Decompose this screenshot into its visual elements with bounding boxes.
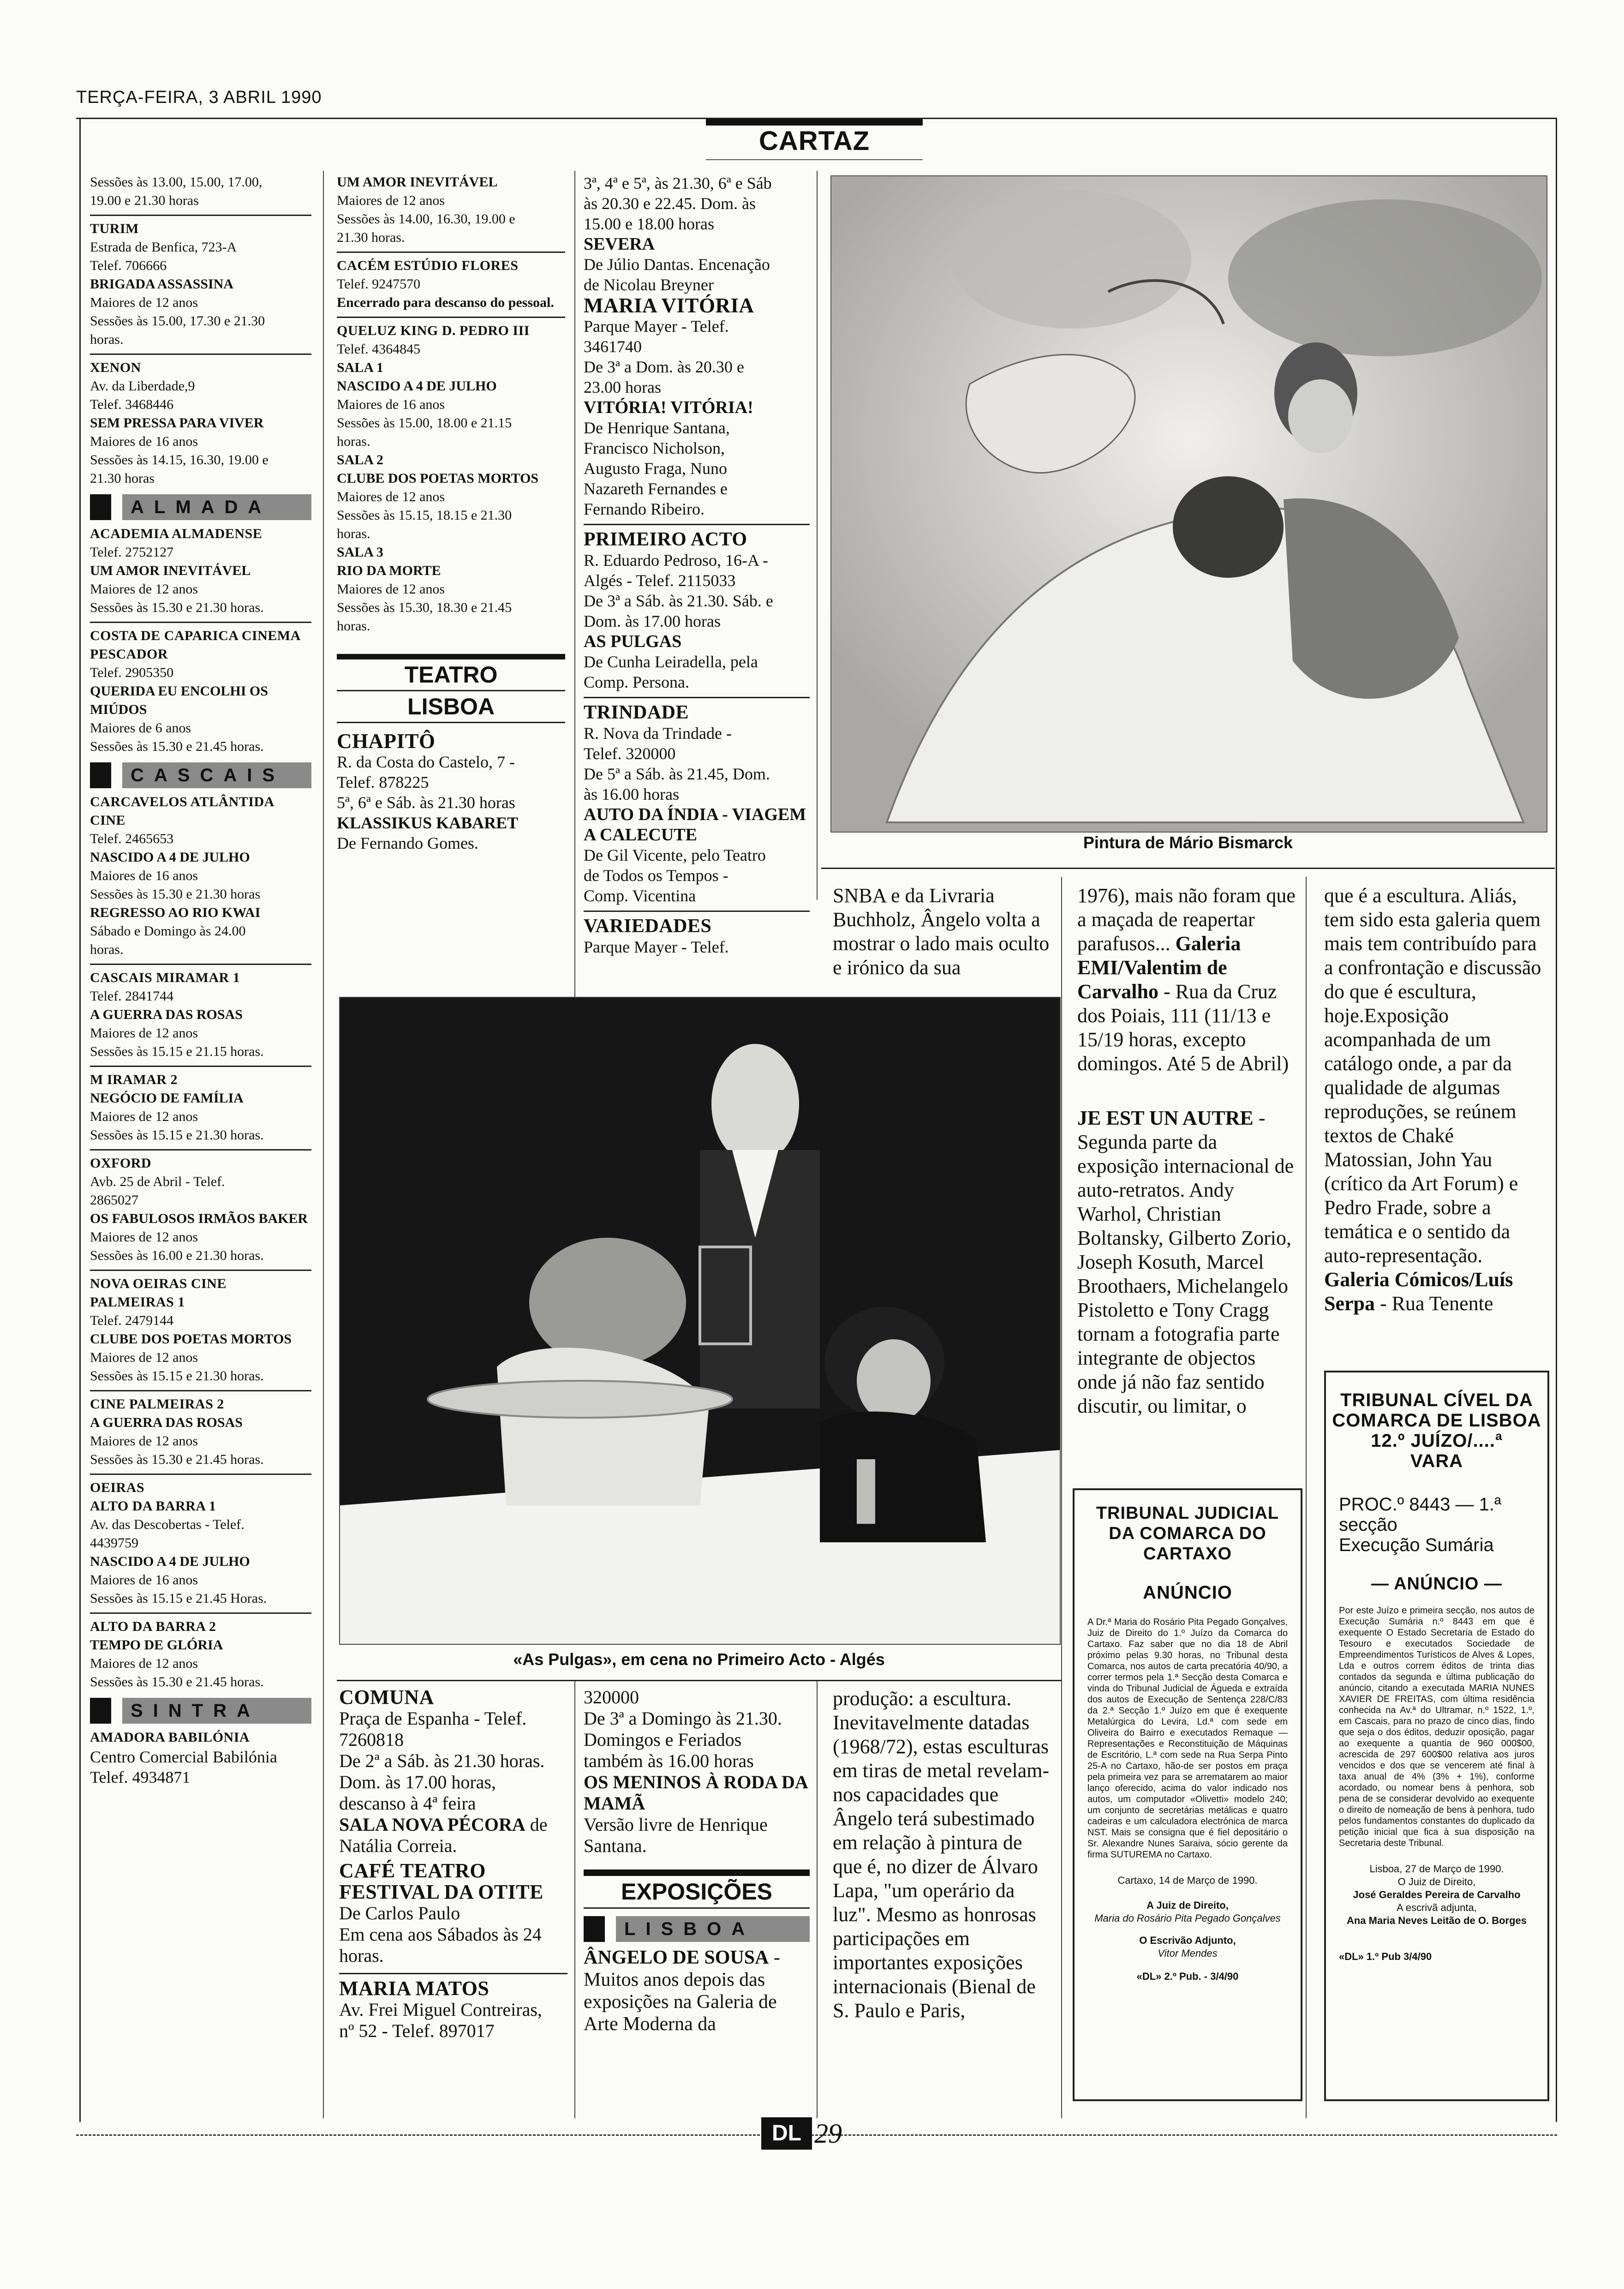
rating: Maiores de 12 anos [337, 581, 445, 597]
venue-name: CACÉM ESTÚDIO FLORES [337, 258, 519, 273]
rating: Maiores de 12 anos [337, 193, 445, 208]
sessions: descanso à 4ª feira [339, 1793, 476, 1814]
sessions: Sábado e Domingo às 24.00 [90, 923, 246, 939]
sessions: horas. [339, 1945, 384, 1966]
play-title: OS MENINOS À RODA DA MAMÃ [584, 1772, 807, 1814]
sessions: Sessões às 15.15, 18.15 e 21.30 [337, 508, 512, 523]
listing-altobarra2 [90, 1612, 311, 1691]
notice-signature: Vitor Mendes [1158, 1947, 1218, 1959]
sessions: Sessões às 14.15, 16.30, 19.00 e [90, 452, 269, 467]
sessions: horas. [337, 618, 370, 634]
region-label: LISBOA [616, 1916, 810, 1942]
credit: de Todos os Tempos - [584, 866, 728, 885]
sessions: 23.00 horas [584, 378, 661, 396]
sessions: horas. [90, 942, 124, 957]
listing-top [90, 173, 311, 210]
exposicoes-heading: EXPOSIÇÕES [621, 1879, 772, 1905]
credit: Francisco Nicholson, [584, 439, 725, 457]
notice-process: PROC.º 8443 — 1.ª [1339, 1494, 1501, 1515]
article-text: 1976), mais não foram que a maçada de reapertar parafusos... [1077, 884, 1296, 955]
section-title: CARTAZ [758, 126, 870, 156]
notice-process: Execução Sumária [1339, 1535, 1494, 1555]
address: Centro Comercial Babilónia [90, 1748, 277, 1766]
phone: 320000 [584, 1687, 639, 1708]
sessions: Sessões às 15.30 e 21.45 horas. [90, 1452, 264, 1467]
venue-name: QUELUZ KING D. PEDRO III [337, 323, 530, 338]
notice-heading: ANÚNCIO [1143, 1582, 1232, 1603]
listing-academia [90, 525, 311, 617]
col-divider-2 [574, 171, 575, 997]
article-text: - Rua da Cruz dos Poiais, 111 (11/13 e 15/19 horas, excepto domingos. Até 5 de Abril) [1077, 980, 1289, 1075]
region-marker [90, 494, 111, 520]
sessions: às 16.00 horas [584, 785, 679, 803]
film-title: SEM PRESSA PARA VIVER [90, 415, 264, 431]
phone: 3461740 [584, 337, 642, 356]
listing-palmeiras2 [90, 1390, 311, 1469]
address: Av. da Liberdade,9 [90, 378, 195, 394]
notice-signature: Ana Maria Neves Leitão de O. Borges [1346, 1915, 1527, 1926]
play-title: KLASSIKUS KABARET [337, 814, 519, 832]
credit: De Henrique Santana, [584, 419, 730, 437]
address: Parque Mayer - Telef. [584, 938, 729, 956]
region-marker [90, 1698, 111, 1724]
painting-bottom-rule [821, 868, 1555, 869]
film-title: A GUERRA DAS ROSAS [90, 1415, 243, 1430]
left-frame [79, 119, 81, 2122]
notice-title: TRIBUNAL JUDICIAL [1096, 1504, 1279, 1523]
film-title: CLUBE DOS POETAS MORTOS [337, 471, 539, 486]
exhibition-title: JE EST UN AUTRE [1077, 1107, 1254, 1129]
sessions: Domingos e Feriados [584, 1729, 742, 1750]
region-cascais [90, 762, 311, 788]
rating: Maiores de 12 anos [90, 1350, 198, 1365]
legal-notice-lisboa [1324, 1371, 1549, 2101]
sessions: De 3ª a Domingo às 21.30. [584, 1708, 782, 1729]
teatro-heading: TEATRO [404, 662, 498, 688]
address: R. da Costa do Castelo, 7 - [337, 753, 515, 771]
notice-title: 12.º JUÍZO/....ª [1371, 1431, 1503, 1451]
venue-name: ACADEMIA ALMADENSE [90, 526, 263, 541]
painting-caption: Pintura de Mário Bismarck [1083, 833, 1293, 852]
venue-name: TURIM [90, 221, 139, 236]
film-title: RIO DA MORTE [337, 563, 441, 578]
sessions: 21.30 horas [90, 471, 155, 486]
phone: Telef. 2905350 [90, 665, 174, 680]
article-text: - Rua Tenente [1375, 1292, 1493, 1315]
article-col-3 [1324, 884, 1546, 1316]
phone: Algés - Telef. 2115033 [584, 571, 736, 590]
phone: Telef. 2479144 [90, 1313, 174, 1328]
venue-name: OEIRAS [90, 1480, 145, 1495]
sessions: Sessões às 15.15 e 21.30 horas. [90, 1368, 264, 1384]
sessions: horas. [90, 332, 124, 347]
col-divider-5 [1306, 877, 1307, 2118]
address: Parque Mayer - Telef. [584, 317, 729, 336]
sessions: De 5ª a Sáb. às 21.45, Dom. [584, 765, 770, 783]
film-title: NASCIDO A 4 DE JULHO [90, 850, 250, 865]
venue-name: CHAPITÔ [337, 730, 436, 753]
col-divider-4 [1061, 877, 1062, 2118]
sessions: De 3ª a Dom. às 20.30 e [584, 358, 744, 376]
phone: Telef. 2752127 [90, 545, 174, 560]
credit: Nazareth Fernandes e [584, 479, 728, 498]
sessions: Sessões às 15.00, 17.30 e 21.30 [90, 313, 265, 329]
phone: Telef. 9247570 [337, 276, 421, 292]
venue-name: COSTA DE CAPARICA CINEMA PESCADOR [90, 628, 300, 662]
theatre-photo [339, 997, 1061, 1645]
col-divider-3b [817, 1680, 818, 2118]
venue-name: XENON [90, 360, 141, 375]
credit: Augusto Fraga, Nuno [584, 459, 727, 478]
theatre-photo-illustration [340, 998, 1060, 1644]
phone: Telef. 3468446 [90, 397, 174, 412]
rating: Maiores de 16 anos [90, 1572, 198, 1588]
sessions: Sessões às 15.15 e 21.15 horas. [90, 1044, 264, 1059]
rating: Maiores de 12 anos [90, 1025, 198, 1041]
article-text: que é a escultura. Aliás, tem sido esta galeria quem mais tem contribuído para a confrontação e discussão do que é escultura, hoje.Exposição acompanhada de um catálogo onde, a par da qualidade de algumas reproduções, se reúnem textos de Chaké Matossian, John Yau (crítico da Art Forum) e Pedro Frade, sobre a temática e o sentido da auto-representação. [1324, 884, 1541, 1267]
sessions: Sessões às 15.30 e 21.45 horas. [90, 739, 264, 754]
phone: Telef. 878225 [337, 773, 429, 791]
gallery-name: Galeria EMI/Valentim de Carvalho [1077, 932, 1241, 1003]
phone: Telef. 320000 [584, 744, 676, 763]
listing-oeiras [90, 1474, 311, 1608]
col-divider-3 [817, 171, 818, 900]
film-title: REGRESSO AO RIO KWAI [90, 905, 261, 920]
expo-col [584, 1687, 810, 2035]
notice-signature: A Juiz de Direito, [1146, 1900, 1229, 1911]
address: Praça de Espanha - Telef. [339, 1708, 527, 1729]
film-title: NASCIDO A 4 DE JULHO [337, 378, 497, 394]
sessions: De 2ª a Sáb. às 21.30 horas. [339, 1750, 545, 1771]
region-sintra [90, 1698, 311, 1724]
film-title: NASCIDO A 4 DE JULHO [90, 1554, 250, 1569]
play-title: VITÓRIA! VITÓRIA! [584, 398, 753, 417]
notice-process: secção [1339, 1515, 1397, 1535]
photo-caption: «As Pulgas», em cena no Primeiro Acto - Algés [513, 1650, 885, 1669]
article-text: - Segunda parte da exposição internacional de auto-retratos. Andy Warhol, Christian Boltansky, Gilberto Zorio, Joseph Kosuth, Marcel Broothaers, Michelangelo Pistoletto e Tony Cragg tornam a fotografia parte integrante de objectos onde já não faz sentido discutir, ou limitar, o [1077, 1107, 1294, 1417]
notice-date: Cartaxo, 14 de Março de 1990. [1117, 1875, 1258, 1886]
listing-costa [90, 622, 311, 756]
venue-name: OXFORD [90, 1156, 151, 1171]
sessions: Sessões às 15.30 e 21.45 horas. [90, 1674, 264, 1690]
expo-bar [584, 1870, 810, 1876]
credit: Comp. Persona. [584, 673, 689, 691]
listing-miramar1 [90, 964, 311, 1061]
sessions: 5ª, 6ª e Sáb. às 21.30 horas [337, 793, 515, 812]
credit: De Cunha Leiradella, pela [584, 653, 758, 671]
film-title: OS FABULOSOS IRMÃOS BAKER [90, 1211, 308, 1226]
rating: Maiores de 12 anos [337, 489, 445, 504]
text-line: às 20.30 e 22.45. Dom. às [584, 194, 756, 213]
sessions: De 3ª a Sáb. às 21.30. Sáb. e [584, 592, 773, 610]
phone: nº 52 - Telef. 897017 [339, 2020, 495, 2041]
article-col-1 [833, 884, 1054, 980]
text-line: Sessões às 13.00, 15.00, 17.00, [90, 174, 263, 190]
legal-notice-cartaxo [1073, 1488, 1302, 2101]
article-text: produção: a escultura. Inevitavelmente datadas (1968/72), estas esculturas em tiras de metal revelam-nos capacidades que Ângelo terá subestimado em relação à pintura de que é, no dizer de Álvaro Lapa, "um operário da luz". Mesmo as honrosas participações em importantes exposições internacionais (Bienal de S. Paulo e Paris, [833, 1687, 1050, 2022]
sessions: Sessões às 15.15 e 21.45 Horas. [90, 1591, 267, 1606]
play-title: AS PULGAS [584, 632, 682, 651]
listing-amadora [90, 1728, 311, 1787]
region-almada [90, 494, 311, 520]
notice-body: A Dr.ª Maria do Rosário Pita Pegado Gonçalves, Juiz de Direito do 1.º Juízo da Comarca do Cartaxo. Faz saber que no dia 18 de Abril próximo pelas 9.30 horas, no Tribunal desta Comarca, nos autos de carta precatória 40/90, a correr termos pela 1.ª Secção desta Comarca e vinda do Tribunal Judicial de Águeda e extraída dos autos de Execução de Sentença 228/C/83 da 2.ª Secção 1.º Juízo em que é exequente Metalúrgica do Levira, Ld.ª com sede em Oliveira do Bairro e executados Remaque — Representações e Reconstituição de Máquinas de Escritório, L.ª com sede na Rua Serpa Pinto 25-A no Cartaxo, hão-de ser postos em praça pela primeira vez para se arrematarem ao maior lanço oferecido, acima do valor indicado nos autos, um computador «Olivetti» modelo 240; um conjunto de secretárias metálicas e quatro cadeiras e um calculadora electrónica de marca NST. Mais se consigna que é fiel depositário o Sr. Alexandre Nunes Saraiva, sócio gerente da firma SUTUREMA no Cartaxo. [1087, 1617, 1288, 1860]
sessions: Sessões às 15.30, 18.30 e 21.45 [337, 600, 512, 615]
notice-signature: O Escrivão Adjunto, [1139, 1935, 1236, 1946]
credit: De Gil Vicente, pelo Teatro [584, 846, 766, 864]
venue-name: PRIMEIRO ACTO [584, 529, 747, 550]
film-title: QUERIDA EU ENCOLHI OS MIÚDOS [90, 683, 268, 717]
listing-carcavelos [90, 793, 311, 959]
rating: Maiores de 12 anos [90, 1229, 198, 1245]
listing-xenon [90, 354, 311, 488]
address: Av. das Descobertas - Telef. [90, 1517, 245, 1532]
address: R. Nova da Trindade - [584, 724, 732, 743]
notice-heading: — ANÚNCIO — [1371, 1574, 1503, 1594]
sessions: Sessões às 15.30 e 21.30 horas. [90, 600, 264, 615]
listing-variedades [584, 911, 810, 957]
listing-chapito [337, 731, 565, 853]
listing-palmeiras1 [90, 1270, 311, 1385]
rating: Maiores de 6 anos [90, 720, 191, 736]
phone: 7260818 [339, 1729, 404, 1750]
painting-image [830, 175, 1547, 833]
credit: De Carlos Paulo [339, 1903, 460, 1923]
phone: Telef. 4934871 [90, 1768, 191, 1786]
venue-name: CARCAVELOS ATLÂNTIDA CINE [90, 794, 274, 828]
sessions: também às 16.00 horas [584, 1750, 754, 1771]
film-title: UM AMOR INEVITÁVEL [90, 563, 251, 578]
venue-name: ALTO DA BARRA 1 [90, 1498, 216, 1514]
notice-signature: José Geraldes Pereira de Carvalho [1353, 1889, 1521, 1900]
region-label: ALMADA [122, 494, 311, 520]
listing-cacem [337, 252, 565, 312]
phone: Telef. 4364845 [337, 342, 421, 357]
rule [339, 1973, 567, 1974]
region-label: CASCAIS [122, 762, 311, 788]
venue-name: AMADORA BABILÓNIA [90, 1730, 250, 1745]
notice-signature: Maria do Rosário Pita Pegado Gonçalves [1094, 1912, 1281, 1924]
venue-name: ALTO DA BARRA 2 [90, 1619, 216, 1634]
rating: Maiores de 16 anos [90, 434, 198, 449]
room-label: SALA 3 [337, 545, 383, 560]
notice-title: COMARCA DE LISBOA [1332, 1410, 1541, 1431]
rating: Maiores de 12 anos [90, 1109, 198, 1124]
play-title: SALA NOVA PÉCORA [339, 1814, 525, 1835]
phone: Telef. 706666 [90, 258, 167, 273]
play-title: SEVERA [584, 234, 655, 254]
rule [337, 722, 565, 723]
rating: Maiores de 12 anos [90, 295, 198, 310]
listing-top [337, 173, 565, 247]
page-number: 29 [814, 2118, 842, 2149]
credit: Santana. [584, 1835, 647, 1856]
phone: 4439759 [90, 1535, 138, 1551]
venue-name: CASCAIS MIRAMAR 1 [90, 970, 240, 985]
theatre-column [584, 173, 810, 957]
credit: De Fernando Gomes. [337, 834, 478, 852]
text-line: 19.00 e 21.30 horas [90, 193, 199, 208]
address: R. Eduardo Pedroso, 16-A - [584, 551, 768, 569]
room-label: SALA 1 [337, 360, 383, 375]
venue-name: CINE PALMEIRAS 2 [90, 1396, 224, 1412]
gallery-name: Galeria Cómicos/Luís Serpa [1324, 1268, 1513, 1315]
notice-title: DA COMARCA DO [1109, 1524, 1266, 1543]
col-divider-1 [323, 171, 324, 2118]
venue-name: TRINDADE [584, 702, 689, 723]
credit: Versão livre de Henrique [584, 1814, 768, 1835]
film-title: A GUERRA DAS ROSAS [90, 1007, 243, 1022]
listing-miramar2 [90, 1066, 311, 1144]
cinema-column-1 [90, 173, 311, 1787]
play-title: AUTO DA ÍNDIA - VIAGEM A CALECUTE [584, 805, 806, 845]
listing-oxford [90, 1149, 311, 1265]
address: Estrada de Benfica, 723-A [90, 240, 237, 255]
right-frame [1556, 119, 1557, 2122]
room-label: SALA 2 [337, 452, 383, 467]
sessions: Dom. às 17.00 horas, [339, 1772, 496, 1792]
credit: Comp. Vicentina [584, 887, 696, 905]
article-text: - Muitos anos depois das exposições na Galeria de Arte Moderna da [584, 1947, 780, 2035]
notice-ref: «DL» 1.º Pub 3/4/90 [1339, 1951, 1432, 1962]
film-title: CLUBE DOS POETAS MORTOS [90, 1331, 292, 1347]
photo-bottom-rule [337, 1680, 1061, 1681]
notice-title: TRIBUNAL CÍVEL DA [1340, 1390, 1533, 1410]
article-col-bottom [833, 1687, 1054, 2023]
region-label: SINTRA [122, 1698, 311, 1724]
venue-name: MARIA VITÓRIA [584, 294, 754, 317]
credit: de Nicolau Breyner [584, 276, 714, 294]
lisboa-heading: LISBOA [407, 694, 495, 719]
credit: De Júlio Dantas. Encenação [584, 255, 770, 274]
rating: Maiores de 12 anos [90, 1656, 198, 1671]
rating: Maiores de 16 anos [90, 868, 198, 883]
venue-name: NOVA OEIRAS CINE PALMEIRAS 1 [90, 1276, 227, 1310]
sessions: Dom. às 17.00 horas [584, 612, 721, 630]
venue-name: MARIA MATOS [339, 1977, 490, 2000]
listing-trindade [584, 697, 810, 906]
phone: 2865027 [90, 1192, 138, 1208]
text-line: 3ª, 4ª e 5ª, às 21.30, 6ª e Sáb [584, 174, 772, 192]
credit: Fernando Ribeiro. [584, 500, 705, 518]
film-title: UM AMOR INEVITÁVEL [337, 174, 498, 190]
venue-name: M IRAMAR 2 [90, 1072, 178, 1087]
region-marker [90, 762, 111, 788]
listing-primeiro-acto [584, 524, 810, 692]
cinema-column-2 [337, 173, 565, 853]
dl-logo: DL [761, 2117, 812, 2150]
sessions: Sessões às 16.00 e 21.30 horas. [90, 1248, 264, 1263]
sessions: horas. [337, 526, 370, 541]
painting-illustration [831, 176, 1546, 832]
notice-signature: O Juiz de Direito, [1397, 1876, 1476, 1888]
sessions: Em cena aos Sábados às 24 [339, 1924, 542, 1945]
exhibition-title: ÂNGELO DE SOUSA [584, 1947, 769, 1968]
rating: Maiores de 12 anos [90, 1433, 198, 1449]
venue-name: CAFÉ TEATRO FESTIVAL DA OTITE [339, 1859, 543, 1903]
address: Avb. 25 de Abril - Telef. [90, 1174, 225, 1189]
rating: Maiores de 12 anos [90, 581, 198, 597]
film-title: NEGÓCIO DE FAMÍLIA [90, 1091, 244, 1106]
listing-turim [90, 215, 311, 349]
notice-signature: A escrivã adjunta, [1397, 1902, 1477, 1913]
region-lisboa [584, 1916, 810, 1942]
sessions: Sessões às 15.00, 18.00 e 21.15 [337, 415, 512, 431]
sessions: horas. [337, 434, 370, 449]
venue-name: VARIEDADES [584, 916, 712, 937]
sessions: Sessões às 14.00, 16.30, 19.00 e [337, 211, 515, 227]
film-title: BRIGADA ASSASSINA [90, 276, 233, 292]
sessions: 21.30 horas. [337, 230, 405, 245]
teatro-bar [337, 654, 565, 659]
closed-note: Encerrado para descanso do pessoal. [337, 295, 554, 310]
page-date: TERÇA-FEIRA, 3 ABRIL 1990 [76, 88, 322, 107]
notice-date: Lisboa, 27 de Março de 1990. [1369, 1863, 1504, 1875]
rating: Maiores de 16 anos [337, 397, 445, 412]
theatre-bottom-col [339, 1687, 567, 2042]
phone: Telef. 2841744 [90, 989, 174, 1004]
rule [584, 1907, 810, 1909]
address: Av. Frei Miguel Contreiras, [339, 1999, 542, 2020]
phone: Telef. 2465653 [90, 831, 174, 846]
notice-ref: «DL» 2.º Pub. - 3/4/90 [1136, 1971, 1239, 1982]
credit: de Natália Correia. [339, 1814, 548, 1856]
film-title: TEMPO DE GLÓRIA [90, 1637, 223, 1653]
notice-body: Por este Juízo e primeira secção, nos autos de Execução Sumária n.º 8443 em que é exequente O Estado Secretaria de Estado do Tesouro e executados Sociedade de Empreendimentos Turísticos de Alves & Lopes, Lda e outros correm éditos de trinta dias contados da segunda e última publicação do anúncio, citando a executada MARIA NUNES XAVIER DE FREITAS, com última residência conhecida na Av.ª do Ultramar, n.º 1522, 1.º, em Cascais, para no prazo de cinco dias, findo que seja o dos éditos, deduzir oposição, pagar ao exequente a quantia de 960 000$00, acrescida de 297 600$00 relativa aos juros vencidos e dos que se vencerem até final à taxa anual de 4% (3% + 1%), conforme acordado, ou nomear bens à penhora, sob pena de se considerar devolvido ao exequente o direito de nomeação de bens à penhora, tudo pelos fundamentos constantes do duplicado da petição inicial que fica à sua disposição na Secretaria deste Tribunal. [1339, 1606, 1534, 1848]
notice-title: CARTAXO [1143, 1544, 1232, 1564]
article-text: SNBA e da Livraria Buchholz, Ângelo volta a mostrar o lado mais oculto e irónico da sua [833, 884, 1050, 979]
venue-name: COMUNA [339, 1686, 434, 1708]
text-line: 15.00 e 18.00 horas [584, 215, 714, 233]
cartaz-underline [706, 159, 923, 160]
sessions: Sessões às 15.30 e 21.30 horas [90, 887, 261, 902]
listing-queluz [337, 317, 565, 635]
sessions: Sessões às 15.15 e 21.30 horas. [90, 1127, 264, 1143]
col-divider-2b [574, 1680, 575, 2118]
cartaz-bar [706, 119, 923, 126]
notice-title: VARA [1410, 1451, 1463, 1471]
article-col-2 [1077, 884, 1299, 1418]
region-marker [584, 1916, 605, 1942]
